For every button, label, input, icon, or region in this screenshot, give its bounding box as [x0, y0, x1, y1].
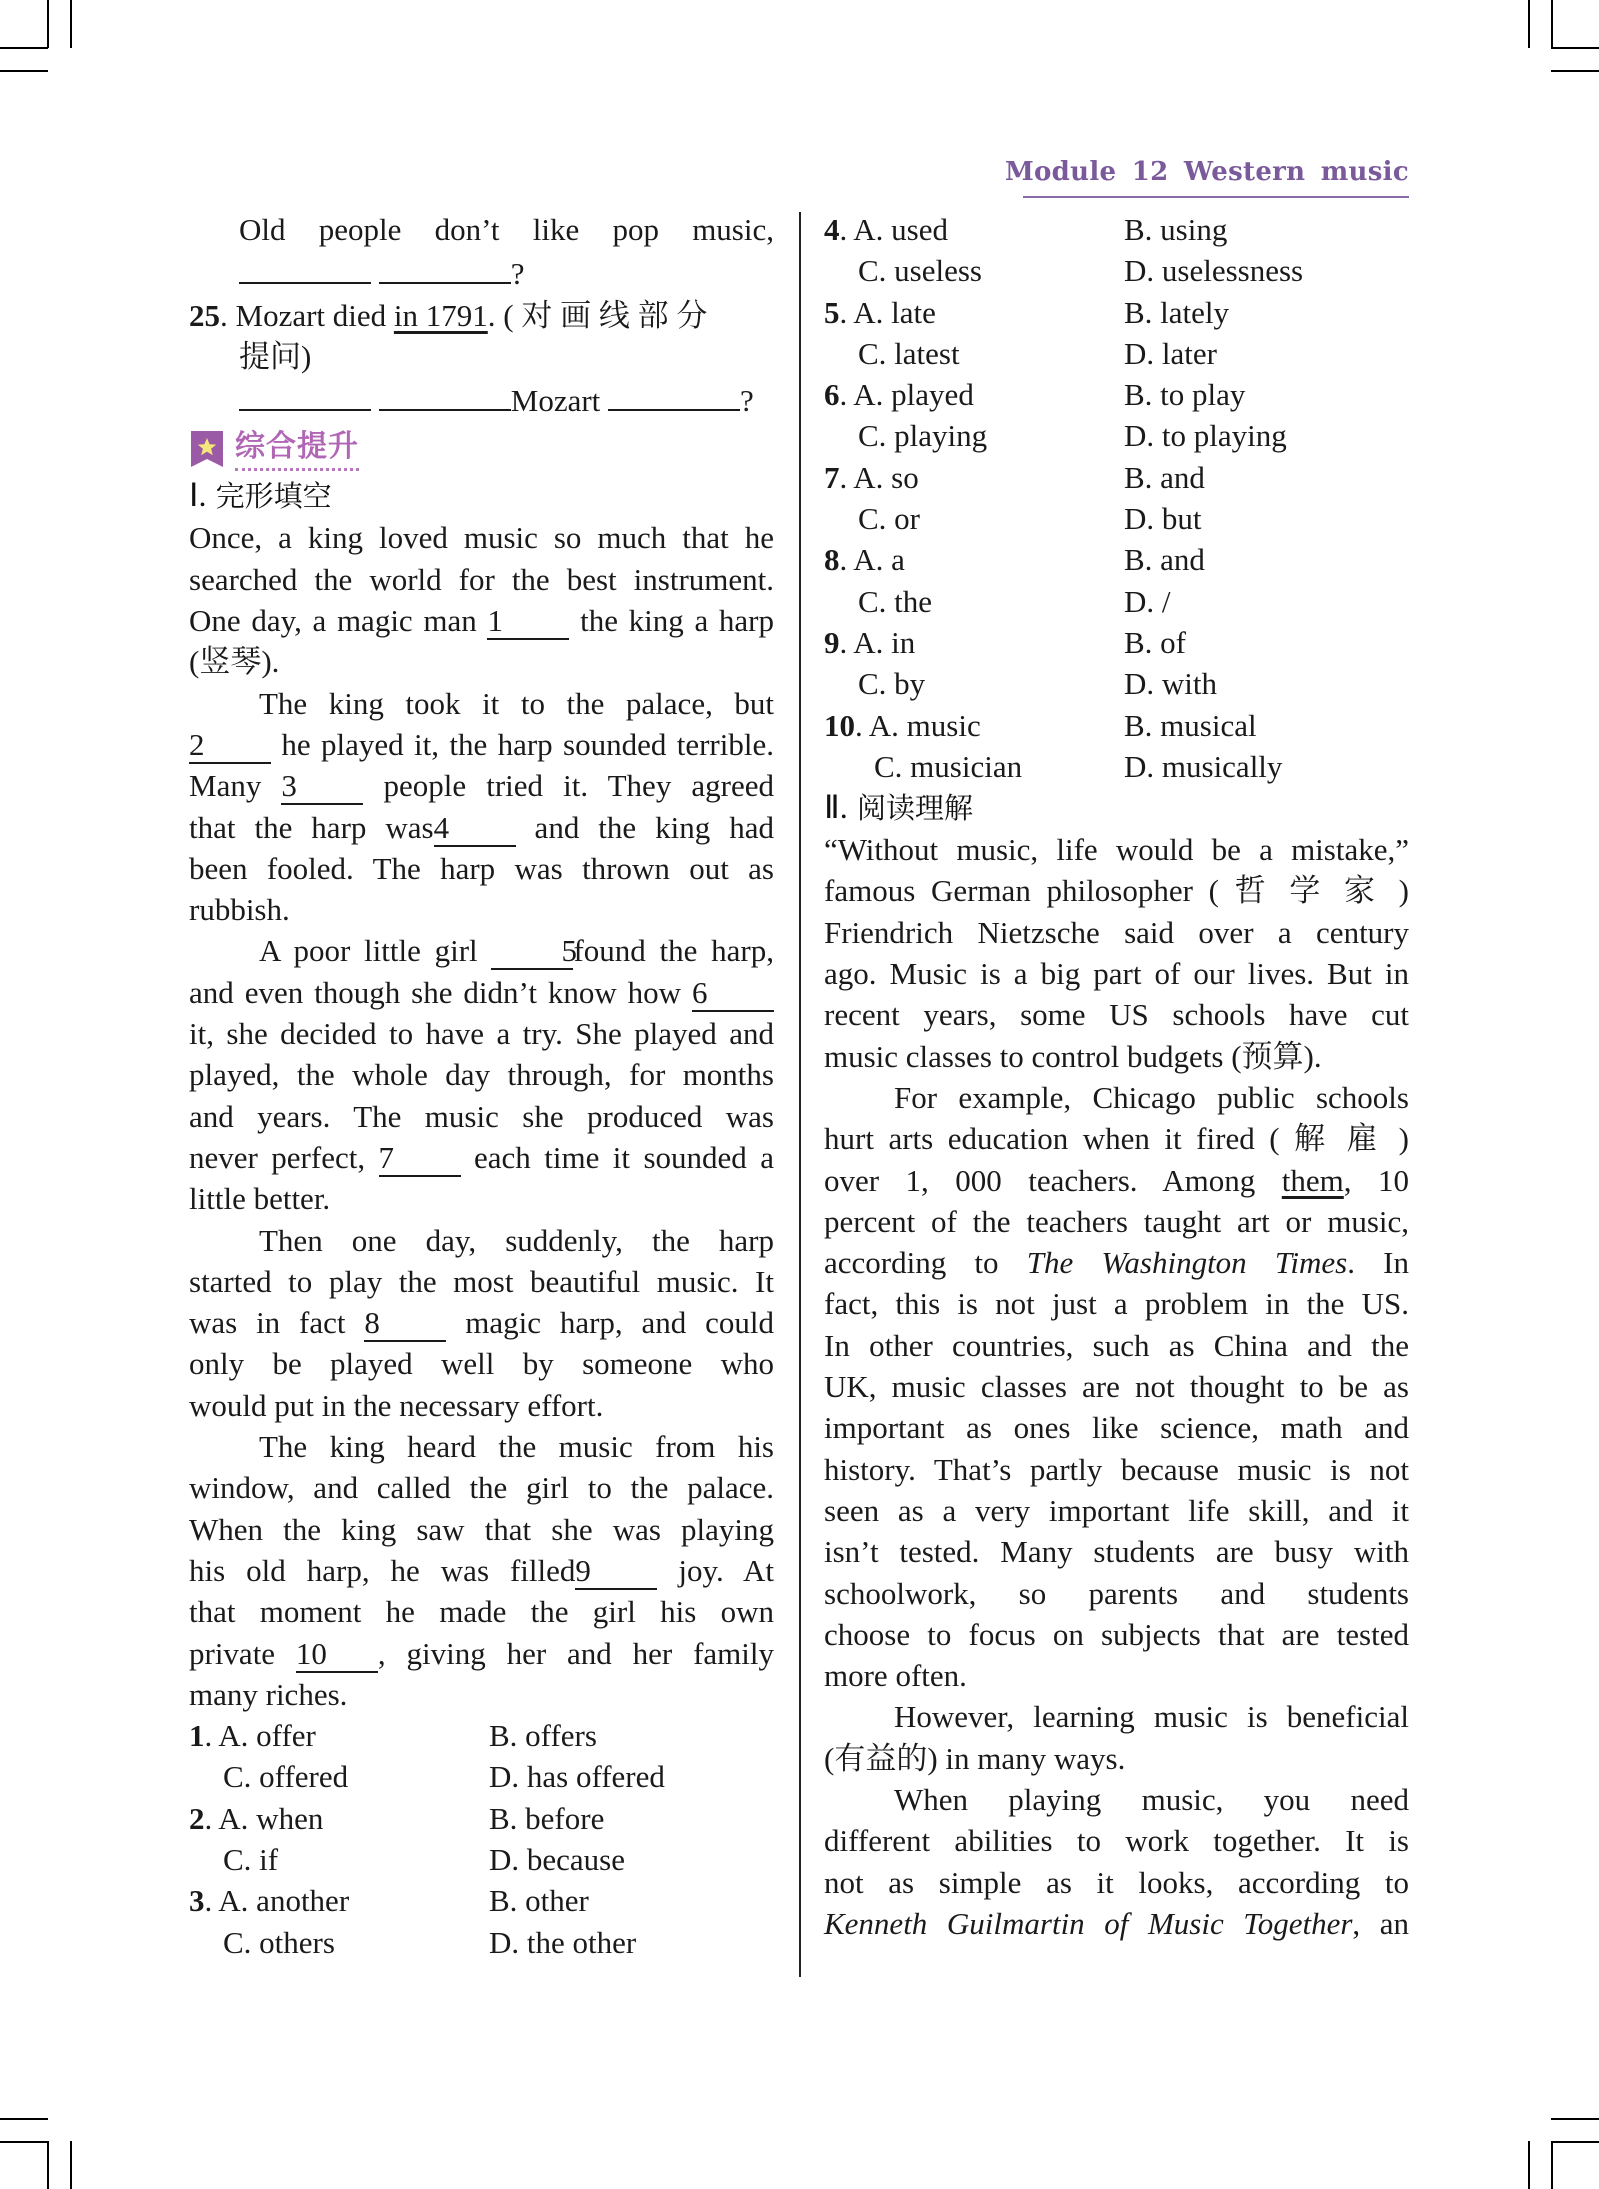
option-b[interactable]: B. to play [1124, 377, 1246, 413]
option-b[interactable]: B. musical [1124, 707, 1257, 743]
text: according to [824, 1245, 1027, 1281]
passage-line: recent years, some US schools have cut [824, 997, 1409, 1033]
passage-line: music classes to control budgets (预算). [824, 1038, 1322, 1074]
passage-line: percent of the teachers taught art or music, [824, 1203, 1409, 1239]
passage-line: However, learning music is beneficial [894, 1699, 1409, 1735]
passage-line: “Without music, life would be a mistake,” [824, 832, 1409, 868]
text: the king a harp [569, 603, 774, 639]
text: was in fact [189, 1305, 365, 1341]
option-b[interactable]: B. of [1124, 624, 1186, 660]
section-badge [189, 423, 774, 475]
q25-answer-line [239, 377, 774, 421]
passage-line [189, 600, 774, 641]
reading-passage [824, 829, 1409, 1944]
cloze-options-right [824, 209, 1409, 787]
option-b[interactable]: B. and [1124, 459, 1205, 495]
option-text: A. another [218, 1883, 350, 1919]
passage-line [189, 972, 774, 1013]
question-number: 3 [189, 1883, 205, 1919]
text: found the harp, [573, 933, 774, 969]
passage-line [189, 930, 774, 971]
crop-mark [1551, 0, 1553, 48]
passage-line [189, 1137, 774, 1178]
option-row [824, 746, 1409, 787]
option-text: A. used [853, 212, 949, 247]
option-a[interactable]: 1. A. offer [189, 1718, 316, 1754]
question-25 [189, 295, 774, 422]
passage-line: For example, Chicago public schools [894, 1079, 1409, 1115]
option-text: A. in [853, 624, 916, 660]
option-text: A. played [853, 377, 974, 413]
answer-blank[interactable] [239, 250, 371, 284]
crop-mark [0, 70, 48, 72]
option-c[interactable]: C. latest [858, 335, 960, 371]
text: that the harp was [189, 809, 434, 845]
passage-line: that moment he made the girl his own [189, 1594, 774, 1630]
option-d[interactable]: D. to playing [1124, 418, 1287, 454]
cloze-blank-3[interactable]: 3 [281, 771, 363, 805]
option-row [189, 1839, 774, 1880]
passage-line: Then one day, suddenly, the harp [259, 1222, 774, 1258]
option-row [824, 457, 1409, 498]
reading-heading [824, 787, 1409, 829]
passage-line: hurt arts education when it fired ( 解 雇 ) [824, 1121, 1409, 1157]
q24-continuation [189, 209, 774, 295]
option-row [189, 1922, 774, 1963]
passage-line: Once, a king loved music so much that he [189, 520, 774, 556]
option-d[interactable]: D. because [489, 1841, 625, 1877]
passage-line: been fooled. The harp was thrown out as [189, 850, 774, 886]
option-row [824, 622, 1409, 663]
option-row [189, 1880, 774, 1921]
option-a[interactable]: 8. A. a [824, 542, 905, 578]
question-number: 2 [189, 1800, 205, 1836]
passage-line: only be played well by someone who [189, 1346, 774, 1382]
section-title: 完形填空 [215, 479, 332, 514]
passage-line: Friendrich Nietzsche said over a century [824, 914, 1409, 950]
text: Many [189, 768, 282, 804]
option-b[interactable]: B. offers [489, 1718, 597, 1754]
option-text: A. music [868, 707, 981, 743]
passage-line: played, the whole day through, for months [189, 1057, 774, 1093]
cloze-blank-1[interactable]: 1 [487, 606, 569, 640]
option-a[interactable]: 3. A. another [189, 1883, 350, 1919]
passage-line: famous German philosopher ( 哲 学 家 ) [824, 873, 1409, 909]
cloze-passage [189, 517, 774, 1715]
crop-mark [1528, 2141, 1530, 2189]
text: his old harp, he was filled [189, 1552, 576, 1588]
option-c[interactable]: C. or [858, 501, 920, 537]
option-row [824, 209, 1409, 250]
option-c[interactable]: C. by [858, 666, 926, 702]
crop-mark [1551, 2141, 1599, 2143]
passage-line: The king heard the music from his [259, 1429, 774, 1465]
crop-mark [70, 0, 72, 48]
passage-line [824, 1160, 1409, 1201]
text: A poor little girl [259, 933, 492, 969]
cloze-blank-7[interactable]: 7 [379, 1143, 461, 1177]
passage-line [189, 1633, 774, 1674]
option-row [824, 415, 1409, 456]
passage-line [824, 1903, 1409, 1944]
organization-name: Kenneth Guilmartin of Music Together [824, 1905, 1353, 1941]
answer-blank[interactable] [379, 250, 511, 284]
crop-mark [1528, 0, 1530, 48]
cloze-heading [189, 475, 774, 517]
passage-line: would put in the necessary effort. [189, 1387, 604, 1423]
text: each time it sounded a [460, 1139, 774, 1175]
cloze-blank-5[interactable]: 5 [491, 936, 573, 970]
passage-line [189, 1550, 774, 1591]
text: One day, a magic man [189, 603, 488, 639]
option-c[interactable]: C. the [858, 583, 933, 619]
option-row [824, 539, 1409, 580]
cloze-blank-4[interactable]: 4 [434, 813, 516, 847]
text: , 10 [1343, 1162, 1410, 1198]
text: never perfect, [189, 1139, 379, 1175]
passage-line: fact, this is not just a problem in the US. [824, 1286, 1409, 1322]
passage-line: seen as a very important life skill, and it [824, 1492, 1409, 1528]
option-a[interactable]: 5. A. late [824, 294, 936, 330]
question-number: 8 [824, 542, 840, 578]
question-number: 1 [189, 1718, 205, 1754]
right-column [824, 209, 1409, 1944]
option-row [189, 1756, 774, 1797]
question-number: 4 [824, 212, 840, 247]
passage-line: (竖琴). [189, 644, 280, 680]
passage-line: searched the world for the best instrument. [189, 561, 774, 597]
option-d[interactable]: D. with [1124, 666, 1217, 702]
question-number: 6 [824, 377, 840, 413]
passage-line: little better. [189, 1181, 331, 1217]
passage-line: (有益的) in many ways. [824, 1740, 1126, 1776]
option-row [824, 250, 1409, 291]
option-text: A. so [853, 459, 919, 495]
cloze-blank-10[interactable]: 10 [296, 1639, 378, 1673]
option-d[interactable]: D. uselessness [1124, 253, 1304, 289]
option-row [824, 663, 1409, 704]
section-badge-label: 综合提升 [235, 428, 359, 471]
crop-mark [70, 2141, 72, 2189]
passage-line: different abilities to work together. It is [824, 1823, 1409, 1859]
passage-line: choose to focus on subjects that are tested [824, 1616, 1409, 1652]
option-row [189, 1715, 774, 1756]
passage-line: many riches. [189, 1676, 348, 1712]
passage-line: important as ones like science, math and [824, 1410, 1409, 1446]
crop-mark [1551, 70, 1599, 72]
passage-line [189, 807, 774, 848]
passage-line: rubbish. [189, 892, 290, 928]
crop-mark [0, 2118, 48, 2120]
answer-blank[interactable] [608, 377, 740, 411]
question-mark: ? [510, 256, 525, 292]
option-b[interactable]: B. other [489, 1883, 589, 1919]
option-b[interactable]: B. using [1124, 212, 1228, 247]
option-d[interactable]: D. later [1124, 335, 1217, 371]
passage-line: In other countries, such as China and the [824, 1327, 1409, 1363]
option-a[interactable]: 9. A. in [824, 624, 916, 660]
crop-mark [1551, 2141, 1553, 2189]
question-number: 9 [824, 624, 840, 660]
q24-answer-line [239, 250, 774, 294]
passage-line: When the king saw that she was playing [189, 1511, 774, 1547]
text: people tried it. They agreed [363, 768, 775, 804]
option-d[interactable]: D. musically [1124, 748, 1283, 784]
passage-line [189, 765, 774, 806]
passage-line: started to play the most beautiful music. It [189, 1263, 774, 1299]
option-text: A. a [853, 542, 905, 578]
option-c[interactable]: C. musician [874, 748, 1023, 784]
cloze-blank-8[interactable]: 8 [364, 1308, 446, 1342]
question-number: 10 [824, 707, 855, 743]
passage-line: isn’t tested. Many students are busy with [824, 1534, 1409, 1570]
option-c[interactable]: C. if [223, 1841, 279, 1877]
answer-blank[interactable] [379, 377, 511, 411]
question-mark: ? [740, 383, 754, 419]
option-row [824, 333, 1409, 374]
text: , an [1352, 1905, 1409, 1941]
crop-mark [47, 2141, 49, 2189]
section-title: 阅读理解 [856, 791, 973, 826]
crop-mark [47, 0, 49, 48]
passage-line: history. That’s partly because music is not [824, 1451, 1409, 1487]
passage-line [824, 1242, 1409, 1283]
q25-instruction: . ( 对 画 线 部 分 [487, 297, 708, 333]
option-a[interactable]: 6. A. played [824, 377, 974, 413]
passage-line: The king took it to the palace, but [259, 685, 774, 721]
text: private [189, 1635, 296, 1671]
cloze-options-left [189, 1715, 774, 1963]
option-row [824, 705, 1409, 746]
option-d[interactable]: D. but [1124, 501, 1202, 537]
text: joy. At [657, 1552, 775, 1588]
option-a[interactable]: 4. A. used [824, 212, 949, 247]
option-d[interactable]: D. has offered [489, 1759, 665, 1795]
crop-mark [0, 47, 48, 49]
text: over 1, 000 teachers. Among [824, 1162, 1282, 1198]
option-c[interactable]: C. playing [858, 418, 988, 454]
q25-line: 25. Mozart died in 1791. ( 对 画 线 部 分 [189, 297, 708, 333]
option-row [824, 581, 1409, 622]
question-number: 7 [824, 459, 840, 495]
passage-line: When playing music, you need [894, 1781, 1409, 1817]
text: and the king had [515, 809, 774, 845]
answer-blank[interactable] [239, 377, 371, 411]
q25-text: Mozart died [235, 297, 394, 333]
option-c[interactable]: C. useless [858, 253, 982, 289]
option-a[interactable]: 2. A. when [189, 1800, 324, 1836]
text: . In [1347, 1245, 1410, 1281]
passage-line: not as simple as it looks, according to [824, 1864, 1409, 1900]
option-row [824, 498, 1409, 539]
text: and even though she didn’t know how [189, 974, 692, 1010]
cloze-blank-9[interactable]: 9 [575, 1556, 657, 1590]
text: , giving her and her family [377, 1635, 774, 1671]
underlined-phrase: in 1791 [393, 297, 488, 333]
question-number: 25 [189, 297, 220, 333]
option-d[interactable]: D. / [1124, 583, 1171, 619]
passage-line: more often. [824, 1658, 967, 1694]
passage-line: it, she decided to have a try. She played and [189, 1016, 774, 1052]
newspaper-name: The Washington Times [1026, 1245, 1348, 1281]
q25-word: Mozart [510, 383, 601, 419]
passage-line: UK, music classes are not thought to be as [824, 1369, 1409, 1405]
module-title: Module 12 Western music [1004, 157, 1409, 187]
crop-mark [0, 2141, 48, 2143]
cloze-blank-6[interactable]: 6 [692, 978, 774, 1012]
option-a[interactable]: 10. A. music [824, 707, 981, 743]
option-row [189, 1798, 774, 1839]
option-b[interactable]: B. before [489, 1800, 605, 1836]
passage-line [189, 724, 774, 765]
header-rule [1023, 196, 1409, 198]
section-numeral: Ⅰ. [189, 477, 207, 514]
cloze-blank-2[interactable]: 2 [189, 730, 271, 764]
passage-line [189, 1302, 774, 1343]
option-row [824, 374, 1409, 415]
text: he played it, the harp sounded terrible. [271, 726, 774, 762]
option-d[interactable]: D. the other [489, 1924, 637, 1960]
question-number: 5 [824, 294, 840, 330]
left-column [189, 209, 774, 1963]
passage-line: and years. The music she produced was [189, 1098, 774, 1134]
option-text: A. when [218, 1800, 324, 1836]
option-text: A. offer [218, 1718, 316, 1754]
passage-line: ago. Music is a big part of our lives. But in [824, 956, 1409, 992]
option-row [824, 292, 1409, 333]
option-c[interactable]: C. others [223, 1924, 335, 1960]
option-c[interactable]: C. offered [223, 1759, 349, 1795]
passage-line: window, and called the girl to the palace. [189, 1470, 774, 1506]
q24-line: Old people don’t like pop music, [239, 212, 774, 247]
bookmark-star-icon [189, 429, 225, 469]
column-divider [799, 212, 801, 1977]
crop-mark [1551, 47, 1599, 49]
text: magic harp, and could [446, 1305, 774, 1341]
option-a[interactable]: 7. A. so [824, 459, 919, 495]
option-text: A. late [853, 294, 936, 330]
underlined-word: them [1281, 1162, 1344, 1198]
passage-line: schoolwork, so parents and students [824, 1575, 1409, 1611]
option-b[interactable]: B. and [1124, 542, 1205, 578]
q25-instruction-cont: 提问) [239, 338, 312, 374]
option-b[interactable]: B. lately [1124, 294, 1230, 330]
section-numeral: Ⅱ. [824, 789, 848, 826]
crop-mark [1551, 2118, 1599, 2120]
